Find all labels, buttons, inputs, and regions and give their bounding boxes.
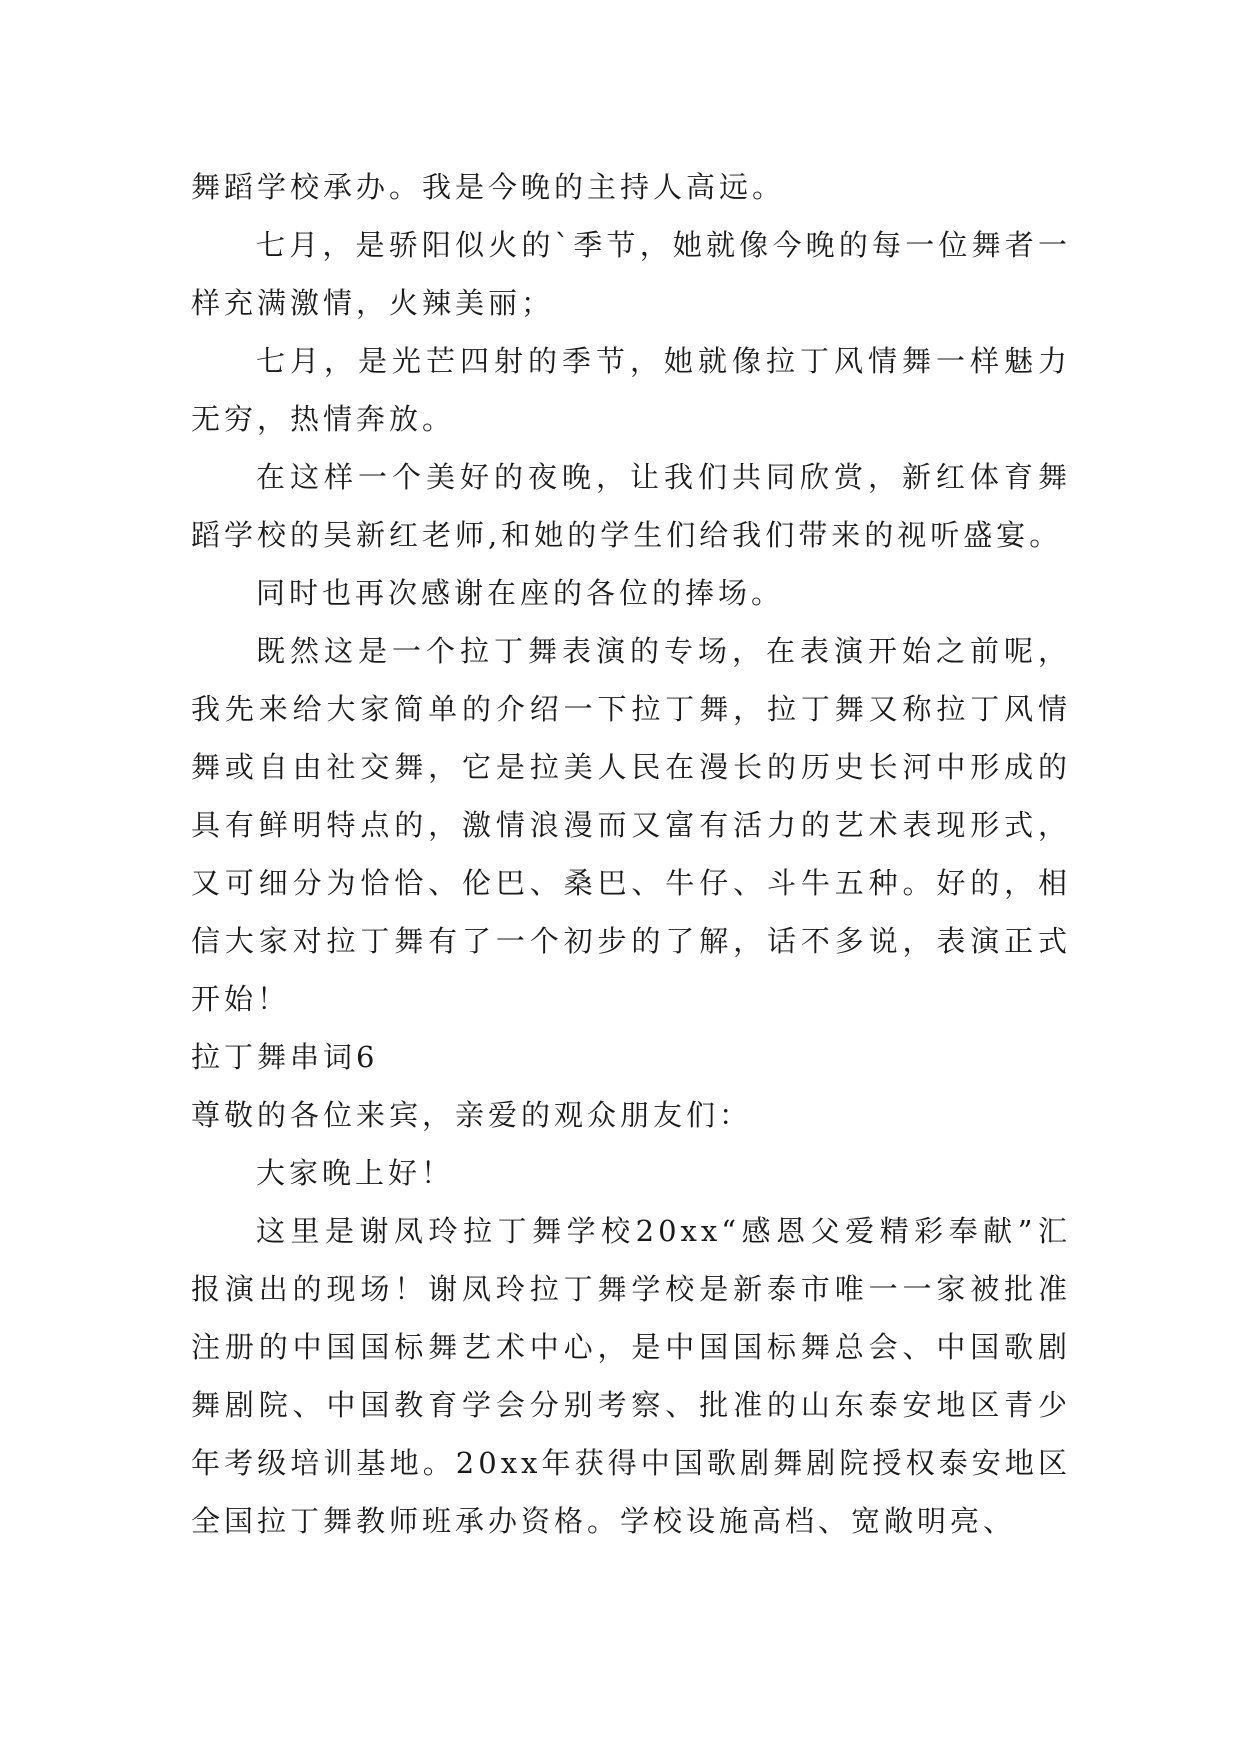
- paragraph-continued: 舞蹈学校承办。我是今晚的主持人高远。: [191, 170, 786, 204]
- paragraph-school-intro: 这里是谢凤玲拉丁舞学校20xx“感恩父爱精彩奉献”汇报演出的现场！谢凤玲拉丁舞学校是新泰市唯一一家被批准注册的中国国标舞艺术中心，是中国国标舞总会、中国歌剧舞剧院、中国教育学会分别考察、批准的山东泰安地区青少年考级培训基地。20xx年获得中国歌剧舞剧院授权泰安地区全国拉丁舞教师班承办资格。学校设施高档、宽敞明亮、: [191, 1214, 1071, 1538]
- paragraph-july-radiance: 七月，是光芒四射的季节，她就像拉丁风情舞一样魅力无穷，热情奔放。: [191, 344, 1071, 436]
- paragraph-evening-invite: 在这样一个美好的夜晚，让我们共同欣赏，新红体育舞蹈学校的吴新红老师,和她的学生们给我们带来的视听盛宴。: [191, 460, 1071, 552]
- section-heading: 拉丁舞串词6: [191, 1040, 379, 1074]
- paragraph-latin-intro: 既然这是一个拉丁舞表演的专场，在表演开始之前呢，我先来给大家简单的介绍一下拉丁舞，拉丁舞又称拉丁风情舞或自由社交舞，它是拉美人民在漫长的历史长河中形成的具有鲜明特点的，激情浪漫而又富有活力的艺术表现形式，又可细分为恰恰、伦巴、桑巴、牛仔、斗牛五种。好的，相信大家对拉丁舞有了一个初步的了解，话不多说，表演正式开始！: [191, 634, 1071, 1016]
- salutation: 尊敬的各位来宾，亲爱的观众朋友们：: [191, 1098, 753, 1132]
- paragraph-thanks: 同时也再次感谢在座的各位的捧场。: [256, 576, 785, 610]
- document-body: [191, 158, 1071, 1550]
- greeting: 大家晚上好！: [256, 1156, 455, 1190]
- paragraph-july-passion: 七月，是骄阳似火的`季节，她就像今晚的每一位舞者一样充满激情，火辣美丽；: [191, 228, 1071, 320]
